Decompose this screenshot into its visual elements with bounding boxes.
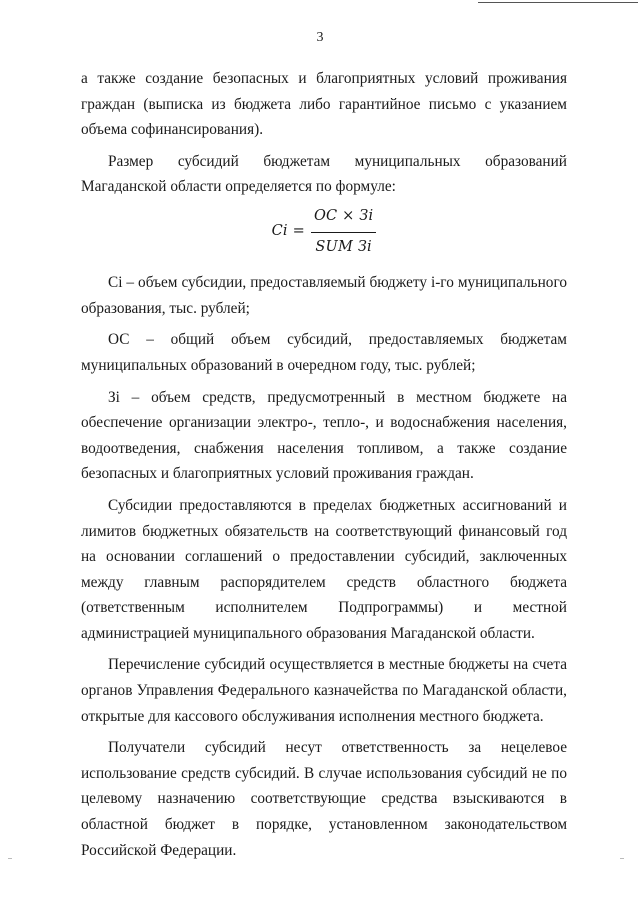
paragraph-1: а также создание безопасных и благоприятных условий проживания граждан (выписка из бюджета либо гарантийное письмо с указанием объема софинансирования). (81, 70, 567, 139)
scan-mark (620, 858, 624, 859)
document-body (81, 66, 567, 869)
page-number: 3 (316, 30, 324, 45)
paragraph-2: Размер субсидий бюджетам муниципальных образований Магаданской области определяется по формуле: (81, 152, 567, 196)
paragraph-7: Перечисление субсидий осуществляется в местные бюджеты на счета органов Управления Федерального казначейства по Магаданской области, открытые для кассового обслуживания исполнения местного бюджета. (81, 656, 567, 725)
formula-fraction (311, 204, 376, 260)
paragraph-6: Субсидии предоставляются в пределах бюджетных ассигнований и лимитов бюджетных обязательств на соответствующий финансовый год на основании соглашений о предоставлении субсидий, заключенных между главным распорядителем средств областного бюджета (ответственным исполнителем Подпрограммы) и местной администрацией муниципального образования Магаданской области. (81, 496, 567, 642)
scan-mark (8, 858, 12, 859)
paragraph-8: Получатели субсидий несут ответственность за нецелевое использование средств субсидий. В случае использования субсидий не по целевому назначению соответствующие средства взыскиваются в областной бюджет в порядке, установленном законодательством Российской Федерации. (81, 739, 567, 859)
formula-lhs: Ci = (271, 223, 305, 240)
paragraph-5: Зi – объем средств, предусмотренный в местном бюджете на обеспечение организации электро-, тепло-, и водоснабжения населения, водоотведения, снабжения населения топливом, а также создание безопасных и благоприятных условий проживания граждан. (81, 388, 567, 483)
subsidy-formula (81, 204, 567, 260)
top-rule (478, 2, 638, 3)
formula-numerator: ОС × Зi (311, 204, 376, 233)
formula-denominator: SUM Зi (315, 238, 372, 255)
paragraph-3: Ci – объем субсидии, предоставляемый бюджету i-го муниципального образования, тыс. рублей; (81, 274, 567, 317)
paragraph-4: ОС – общий объем субсидий, предоставляемых бюджетам муниципальных образований в очередном году, тыс. рублей; (81, 331, 567, 374)
